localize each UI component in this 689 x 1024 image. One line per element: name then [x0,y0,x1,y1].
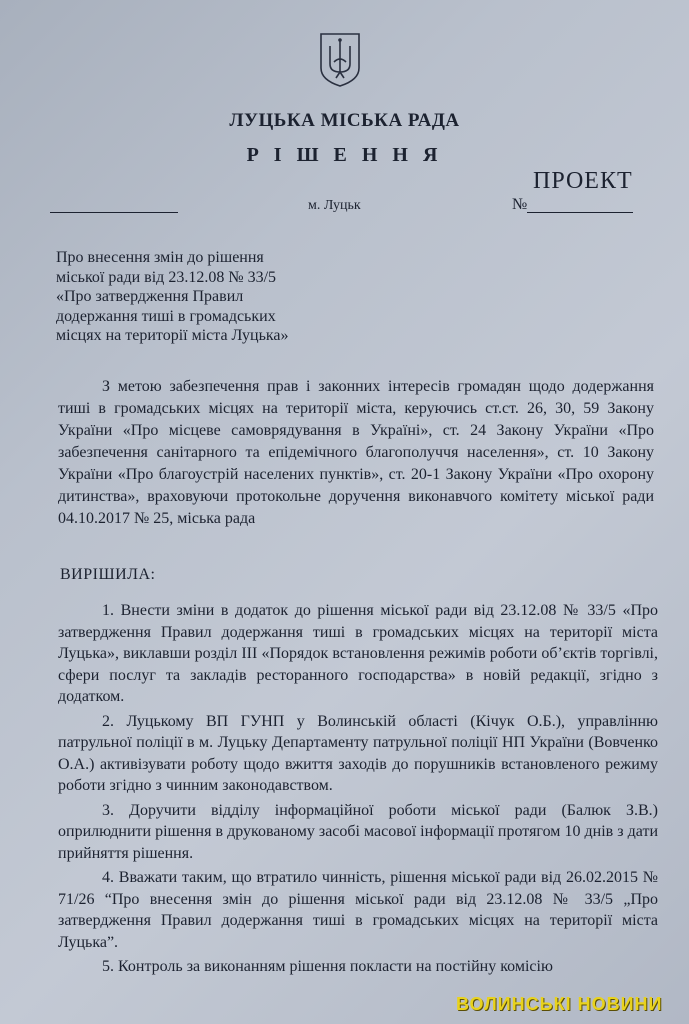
decision-item-1: 1. Внести зміни в додаток до рішення міської ради від 23.12.08 № 33/5 «Про затвердження Правил додержання тиші в громадських місцях на території міста Луцька», виклавши розділ ІІІ «Порядок встановлення режимів роботи об’єктів торгівлі, сфери послуг та закладів ресторанного господарства» в новій редакції, згідно з додатком. [58,602,658,705]
subject-line: місцях на території міста Луцька» [56,327,289,344]
decision-item-2: 2. Луцькому ВП ГУНП у Волинській області (Кічук О.Б.), управлінню патрульної поліції в м. Луцьку Департаменту патрульної поліції НП України (Вовченко О.А.) активізувати роботу щодо вжиття заходів до порушників встановленого режиму роботи згідно з чинним законодавством. [58,712,658,794]
council-title: ЛУЦЬКА МІСЬКА РАДА [229,110,460,131]
resolved-heading: ВИРІШИЛА: [60,566,156,583]
trident-coat-of-arms-icon [318,32,362,88]
decision-subject [56,248,356,346]
decision-item-4: 4. Вважати таким, що втратило чинність, рішення міської ради від 26.02.2015 № 71/26 “Про внесення змін до рішення міської ради від 23.12.08 № 33/5 „Про затвердження Правил додержання тиші в громадських місцях на території міста Луцька”. [58,869,658,951]
decision-items [58,600,658,981]
number-blank-line [527,212,633,213]
news-watermark-logo: ВОЛИНСЬКІ НОВИНИ [456,994,663,1014]
preamble-paragraph: З метою забезпечення прав і законних інтересів громадян щодо додержання тиші в громадських місцях на території міста, керуючись ст.ст. 26, 30, 59 Закону України «Про місцеве самоврядування в Україні», ст. 24 Закону України «Про забезпечення санітарного та епідемічного благополуччя населення», ст. 10 Закону України «Про благоустрій населених пунктів», ст. 20-1 Закону України «Про охорону дитинства», враховуючи протокольне доручення виконавчого комітету міської ради 04.10.2017 № 25, міська рада [58,378,654,527]
subject-line: міської ради від 23.12.08 № 33/5 [56,268,277,286]
draft-label: ПРОЕКТ [533,168,633,194]
subject-line: додержання тиші в громадських [56,307,276,325]
city-label: м. Луцьк [308,198,361,213]
date-blank-line [50,212,178,213]
subject-line: «Про затвердження Правил [56,288,244,305]
decision-item-5: 5. Контроль за виконанням рішення покласти на постійну комісію [102,958,553,975]
decision-item-3: 3. Доручити відділу інформаційної роботи міської ради (Балюк З.В.) оприлюднити рішення в друкованому засобі масової інформації протягом 10 днів з дати прийняття рішення. [58,801,658,862]
number-sign: № [512,196,528,213]
subject-line: Про внесення змін до рішення [56,249,264,266]
decision-title: Р І Ш Е Н Н Я [246,144,443,166]
